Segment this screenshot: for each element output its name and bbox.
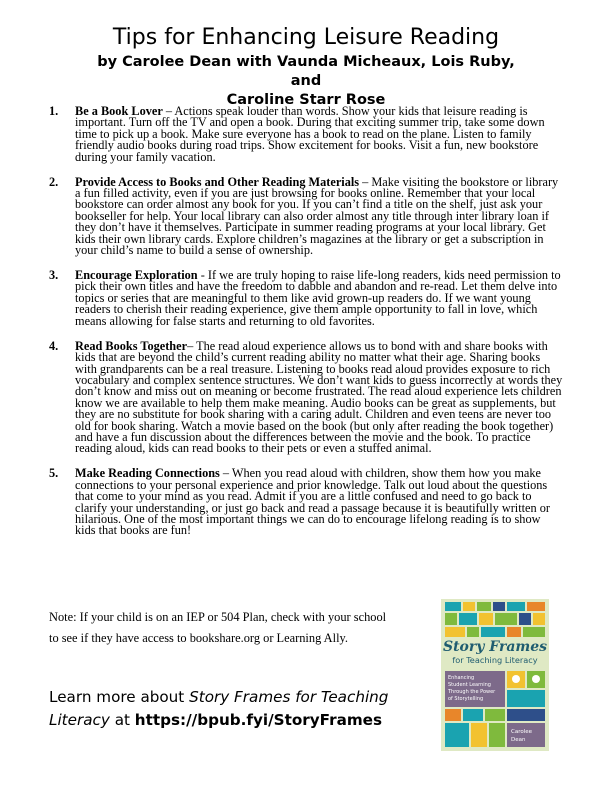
cover-subtitle-line: Through the Power [448, 689, 496, 695]
tip-body: - If we are truly hoping to raise life-long readers, kids need permission to pick their own titles and have the freedom to dabble and abandon and re-read. Let them delve into topics or series that are meaningful to them like avid grown-up readers do. If we want young readers to cherish their reading experience, give them ample opportunity to fall in love, which means allowing for false starts and returning to old favorites. [75, 268, 561, 328]
cover-subtitle-line: Student Learning [448, 682, 491, 688]
tip-heading: Provide Access to Books and Other Reading Materials [75, 174, 360, 189]
cover-tile [507, 690, 545, 707]
cover-tile [495, 613, 517, 625]
cover-subtitle-line: of Storytelling [448, 696, 484, 702]
cover-tile [523, 627, 545, 637]
cover-tile [471, 723, 487, 747]
cover-tile [485, 709, 505, 721]
learn-more-prefix: Learn more about [49, 688, 190, 706]
book-cover-image [441, 599, 549, 751]
cover-title-line-1: Story Frames [442, 639, 548, 655]
byline-line-2: Caroline Starr Rose [226, 92, 386, 108]
tip-body: – When you read aloud with children, show them how you make connections to your personal experience and prior knowledge. Talk out loud about the questions that come to your mind as you read. Admit if you are a little confused and need to go back to clarify your understanding, or just go back and read a passage because it is beautifully written or hilarious. One of the most important things we can do to encourage lifelong reading is to show kids that books are fun! [75, 466, 550, 538]
tip-heading: Make Reading Connections [75, 466, 220, 481]
cover-tile [493, 602, 505, 611]
cover-tile [481, 627, 505, 637]
tip-number: 1. [49, 104, 59, 118]
tip-body: – Actions speak louder than words. Show your kids that leisure reading is important. Turn off the TV and open a book. During that exciting summer trip, take some down time to pick up a book. Make sure everyone has a book to read on the plane. Listen to family friendly audio books during road trips. Show excitement for books. Visit a fun, new bookstore during your family vacation. [75, 104, 545, 164]
tip-item [49, 174, 563, 258]
cover-tile [445, 723, 469, 747]
tip-item [49, 106, 563, 163]
cover-tile [445, 627, 465, 637]
tips-list [49, 106, 563, 550]
cover-author-line-2: Dean [511, 737, 526, 743]
cover-tile [507, 602, 525, 611]
cover-title-line-2: for Teaching Literacy [452, 655, 538, 665]
cover-tile [445, 602, 461, 611]
cover-tile [527, 602, 545, 611]
cover-tile [459, 613, 477, 625]
tip-heading: Encourage Exploration [75, 268, 198, 283]
cover-author-line-1: Carolee [511, 729, 533, 735]
tip-body: – Make visiting the bookstore or library a fun filled activity, even if you are just browsing for books online. Remember that your local bookstore can order almost any book for you. If you can’t find a title on the shelf, just ask your bookseller for help. Your local library can also order almost any title through inter library loan if they don’t have it themselves. Participate in summer reading programs at your local library. Get kids their own library cards. Explore children’s magazines at the library or get a subscription in your child’s name to build a sense of ownership. [75, 174, 559, 258]
iep-note: Note: If your child is on an IEP or 504 Plan, check with your school to see if they have access to bookshare.org or Learning Ally. [49, 610, 387, 645]
tip-body: – The read aloud experience allows us to bond with and share books with kids that are beyond the child’s current reading ability no matter what their age. Sharing books with grandparents can be a real treasure. Listening to books read aloud provides exposure to rich vocabulary and complex sentence structures. We don’t want kids to guess incorrectly at words they don’t know and miss out on meaning or become frustrated. The read aloud experience lets children know we are available to help them make meaning. Audio books can be great as supplements, but they are no substitute for book sharing with a caring adult. Children and even teens are never too old for book sharing. Watch a movie based on the book (but only after reading the book together) and have a fun discussion about the differences between the movie and the book. To practice reading aloud, kids can read books to their pets or even a stuffed animal. [75, 338, 563, 456]
cover-tile [507, 627, 521, 637]
cover-tile [479, 613, 493, 625]
cover-tile [463, 709, 483, 721]
cover-tile [445, 709, 461, 721]
tip-number: 4. [49, 338, 59, 353]
tip-number: 2. [49, 174, 59, 189]
byline [90, 53, 522, 110]
cover-tile [445, 613, 457, 625]
tip-item [49, 338, 563, 456]
learn-more [49, 686, 419, 732]
tip-heading: Read Books Together [75, 338, 188, 353]
book-title-link-text: Story Frames for Teaching Literacy [49, 688, 389, 729]
book-url-link[interactable]: https://bpub.fyi/StoryFrames [134, 711, 382, 729]
tip-heading: Be a Book Lover [75, 104, 163, 118]
byline-line-1: by Carolee Dean with Vaunda Micheaux, Lois Ruby, and [97, 54, 515, 89]
learn-more-at: at [109, 711, 135, 729]
tip-number: 5. [49, 466, 59, 481]
cover-subtitle-line: Enhancing [448, 675, 475, 681]
cover-tile [519, 613, 531, 625]
cover-author-tile [507, 723, 545, 747]
page-title: Tips for Enhancing Leisure Reading [112, 25, 500, 50]
cover-tile [467, 627, 479, 637]
cover-sun-icon [532, 675, 540, 683]
cover-tile [477, 602, 491, 611]
cover-heart-icon [512, 675, 520, 683]
cover-tile [463, 602, 475, 611]
cover-tile [489, 723, 505, 747]
tip-number: 3. [49, 268, 59, 283]
cover-tile [533, 613, 545, 625]
tip-item [49, 468, 563, 536]
tip-item [49, 270, 563, 327]
cover-tile [507, 709, 545, 721]
